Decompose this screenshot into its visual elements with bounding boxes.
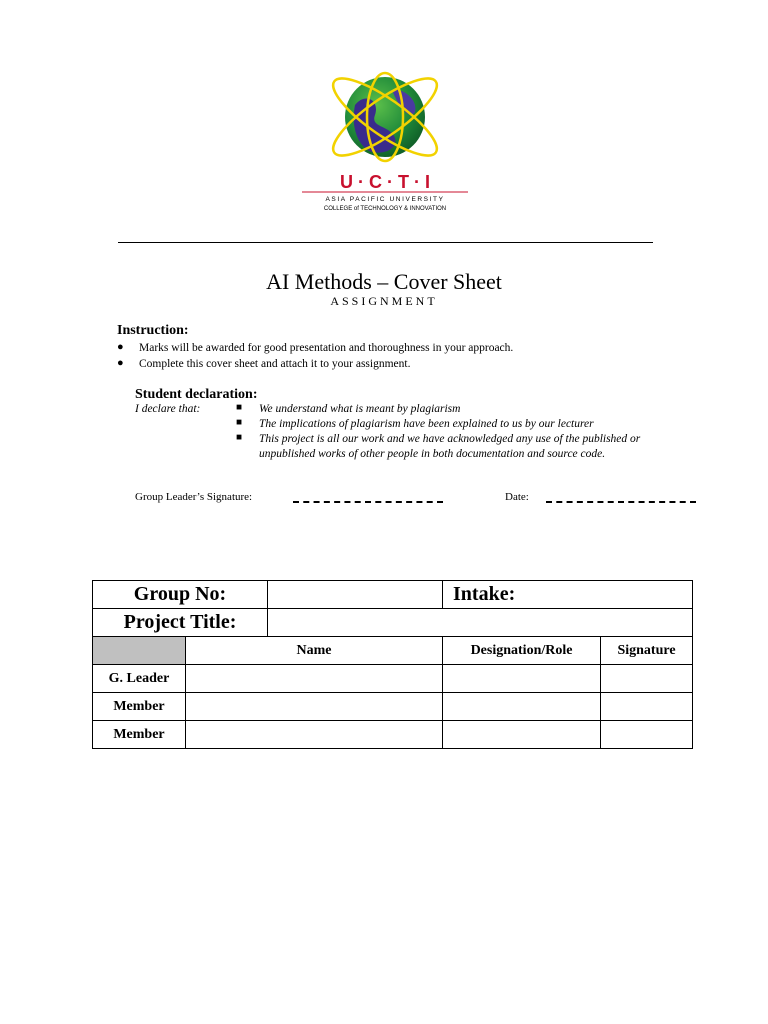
row-label: G. Leader (93, 665, 186, 693)
table-row (93, 693, 693, 721)
group-table (92, 580, 693, 749)
leader-signature-label: Group Leader’s Signature: (135, 491, 253, 503)
row-label: Member (93, 721, 186, 749)
project-title-label: Project Title: (93, 609, 268, 637)
instruction-heading: Instruction: (117, 323, 189, 338)
name-cell[interactable] (186, 665, 443, 693)
header-corner-cell (93, 637, 186, 665)
page-title: AI Methods – Cover Sheet (266, 269, 502, 294)
bullet-icon: ● (117, 341, 124, 353)
date-line[interactable] (546, 501, 696, 503)
page-subtitle: ASSIGNMENT (330, 294, 438, 308)
name-cell[interactable] (186, 721, 443, 749)
project-title-field[interactable] (268, 609, 693, 637)
intake-label: Intake: (443, 581, 693, 609)
group-no-label: Group No: (93, 581, 268, 609)
column-header-role: Designation/Role (443, 637, 601, 665)
role-cell[interactable] (443, 693, 601, 721)
leader-signature-line[interactable] (293, 501, 443, 503)
bullet-icon: ● (117, 357, 124, 369)
declaration-heading: Student declaration: (135, 387, 258, 402)
table-row (93, 665, 693, 693)
declaration-label: I declare that: (135, 403, 201, 415)
name-cell[interactable] (186, 693, 443, 721)
logo-line1: ASIA PACIFIC UNIVERSITY (325, 196, 445, 203)
logo-line2: COLLEGE of TECHNOLOGY & INNOVATION (323, 206, 447, 212)
uctI-logo (300, 70, 470, 215)
square-bullet-icon: ■ (236, 402, 243, 413)
row-label: Member (93, 693, 186, 721)
table-row (93, 721, 693, 749)
logo-wordmark: U · C · T · I (340, 172, 430, 192)
square-bullet-icon: ■ (236, 432, 243, 443)
group-no-field[interactable] (268, 581, 443, 609)
signature-cell[interactable] (601, 693, 693, 721)
role-cell[interactable] (443, 665, 601, 693)
column-header-signature: Signature (601, 637, 693, 665)
column-header-name: Name (186, 637, 443, 665)
square-bullet-icon: ■ (236, 417, 243, 428)
role-cell[interactable] (443, 721, 601, 749)
horizontal-divider (118, 242, 653, 243)
signature-cell[interactable] (601, 665, 693, 693)
signature-cell[interactable] (601, 721, 693, 749)
date-label: Date: (505, 491, 529, 503)
